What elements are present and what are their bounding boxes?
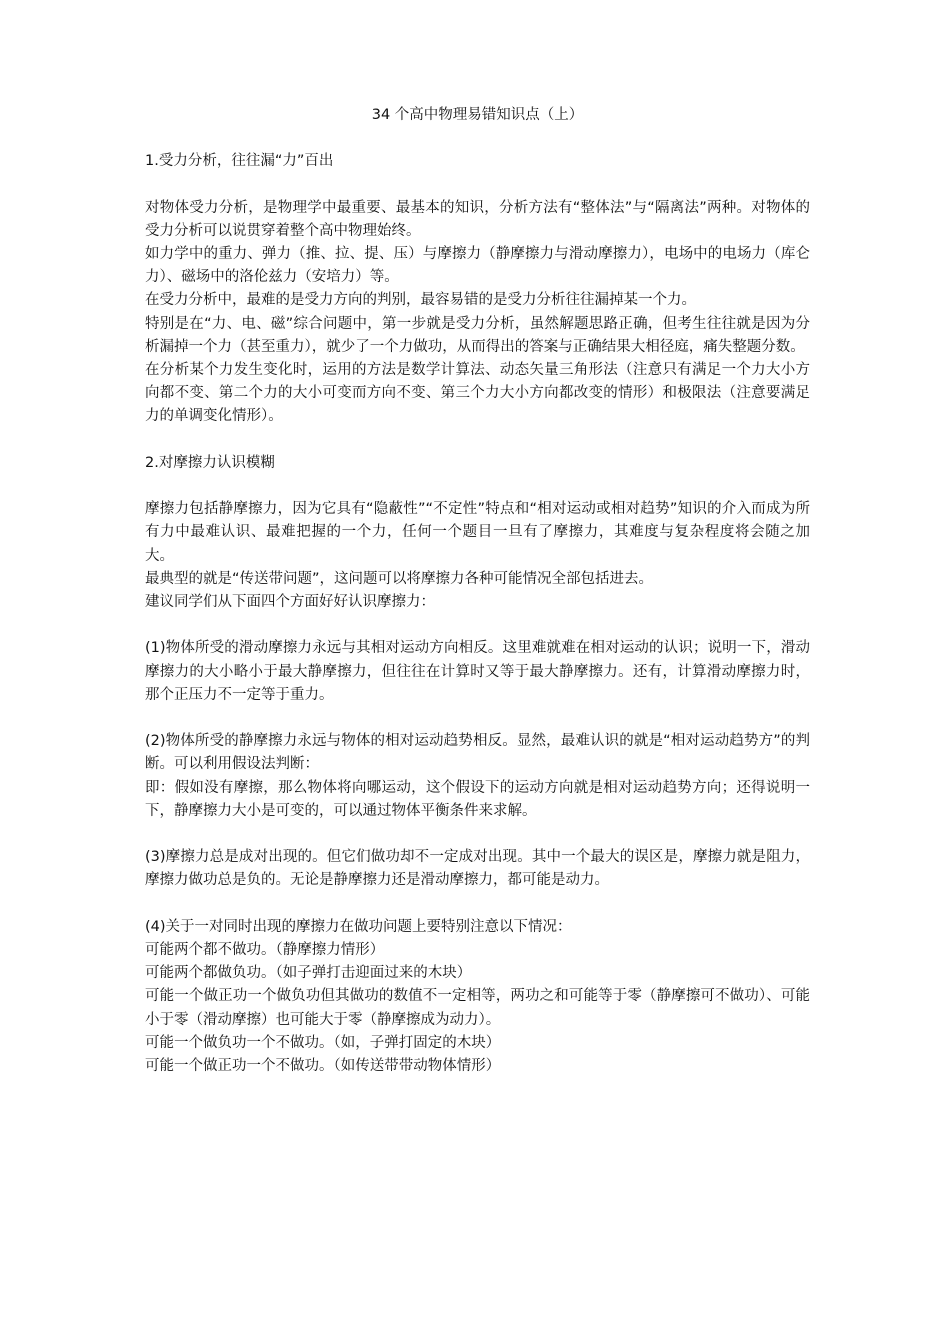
paragraph: 即：假如没有摩擦，那么物体将向哪运动，这个假设下的运动方向就是相对运动趋势方向；还得说明一下，静摩擦力大小是可变的，可以通过物体平衡条件来求解。 xyxy=(145,779,810,819)
point-3: (3)摩擦力总是成对出现的。但它们做功却不一定成对出现。其中一个最大的误区是，摩擦力就是阻力，摩擦力做功总是负的。无论是静摩擦力还是滑动摩擦力，都可能是动力。 xyxy=(145,849,810,889)
spacer xyxy=(145,823,810,846)
list-item: 可能一个做正功一个不做功。（如传送带带动物体情形） xyxy=(145,1058,501,1075)
point-2: (2)物体所受的静摩擦力永远与物体的相对运动趋势相反。显然，最难认识的就是“相对运动趋势方”的判断。可以利用假设法判断： xyxy=(145,733,810,773)
paragraph: 如力学中的重力、弹力（推、拉、提、压）与摩擦力（静摩擦力与滑动摩擦力），电场中的电场力（库仑力）、磁场中的洛伦兹力（安培力）等。 xyxy=(145,246,810,286)
document-page xyxy=(145,104,810,1078)
spacer xyxy=(145,893,810,916)
paragraph: 建议同学们从下面四个方面好好认识摩擦力： xyxy=(145,594,435,611)
paragraph: 在受力分析中，最难的是受力方向的判别，最容易错的是受力分析往往漏掉某一个力。 xyxy=(145,292,696,309)
list-item: 可能一个做负功一个不做功。（如，子弹打固定的木块） xyxy=(145,1034,501,1051)
section-heading-2: 2.对摩擦力认识模糊 xyxy=(145,454,275,471)
spacer xyxy=(145,173,810,196)
point-1: (1)物体所受的滑动摩擦力永远与其相对运动方向相反。这里难就难在相对运动的认识；说明一下，滑动摩擦力的大小略小于最大静摩擦力，但往往在计算时又等于最大静摩擦力。还有，计算滑动摩擦力时，那个正压力不一定等于重力。 xyxy=(145,640,810,703)
paragraph: 在分析某个力发生变化时，运用的方法是数学计算法、动态矢量三角形法（注意只有满足一个力大小方向都不变、第二个力的大小可变而方向不变、第三个力大小方向都改变的情形）和极限法（注意要满足力的单调变化情形）。 xyxy=(145,362,810,425)
spacer xyxy=(145,429,810,452)
list-item: 可能两个都做负功。（如子弹打击迎面过来的木块） xyxy=(145,965,472,982)
document-title: 34 个高中物理易错知识点（上） xyxy=(371,107,584,123)
spacer xyxy=(145,707,810,730)
paragraph: 特别是在“力、电、磁”综合问题中，第一步就是受力分析，虽然解题思路正确，但考生往往就是因为分析漏掉一个力（甚至重力），就少了一个力做功，从而得出的答案与正确结果大相径庭，痛失整题分数。 xyxy=(145,315,810,355)
paragraph: 对物体受力分析，是物理学中最重要、最基本的知识，分析方法有“整体法”与“隔离法”两种。对物体的受力分析可以说贯穿着整个高中物理始终。 xyxy=(145,199,810,239)
paragraph: 最典型的就是“传送带问题”，这问题可以将摩擦力各种可能情况全部包括进去。 xyxy=(145,570,654,587)
list-item: 可能两个都不做功。（静摩擦力情形） xyxy=(145,942,385,958)
paragraph: 摩擦力包括静摩擦力，因为它具有“隐蔽性”“不定性”特点和“相对运动或相对趋势”知识的介入而成为所有力中最难认识、最难把握的一个力，任何一个题目一旦有了摩擦力，其难度与复杂程度将会随之加大。 xyxy=(145,501,810,564)
spacer xyxy=(145,475,810,498)
section-heading-1: 1.受力分析，往往漏“力”百出 xyxy=(145,153,334,170)
spacer xyxy=(145,614,810,637)
list-item: 可能一个做正功一个做负功但其做功的数值不一定相等，两功之和可能等于零（静摩擦可不做功）、可能小于零（滑动摩擦）也可能大于零（静摩擦成为动力）。 xyxy=(145,988,810,1028)
point-4: (4)关于一对同时出现的摩擦力在做功问题上要特别注意以下情况： xyxy=(145,918,572,935)
